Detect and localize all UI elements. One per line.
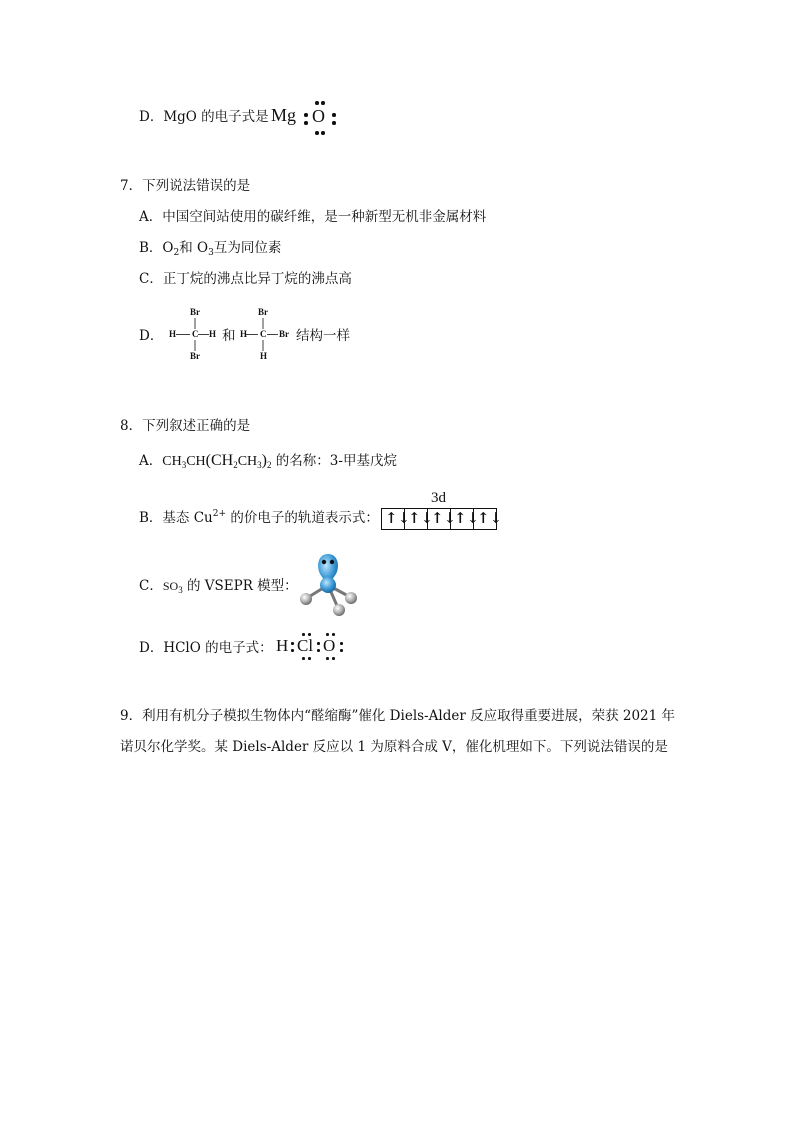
mgo-o-symbol: O xyxy=(312,106,325,126)
q6-d-text: D．MgO 的电子式是 xyxy=(139,109,269,125)
orbital-box: ↑↓ xyxy=(451,509,474,529)
orbital-box: ↑↓ xyxy=(382,509,405,529)
q9-line-1: 9．利用有机分子模拟生物体内“醛缩酶”催化 Diels-Alder 反应取得重要进展，荣获 2021 年 xyxy=(120,708,676,724)
q7-option-c: C．正丁烷的沸点比异丁烷的沸点高 xyxy=(139,271,352,287)
q8-option-d-label: D．HClO 的电子式： xyxy=(139,640,273,656)
q6-option-d xyxy=(139,108,269,126)
q7-option-a: A．中国空间站使用的碳纤维，是一种新型无机非金属材料 xyxy=(139,209,487,225)
orbital-box: ↑↓ xyxy=(405,509,428,529)
orbital-box: ↑↓ xyxy=(477,509,503,527)
q7-d-tail: 结构一样 xyxy=(296,328,350,344)
q7-d-and: 和 xyxy=(222,328,236,344)
q7-option-b: B．$O_2$和 $O_3$互为同位素 xyxy=(139,240,282,258)
orbital-3d-label: 3d xyxy=(431,490,446,506)
q8-option-c: C．$SO_3$ 的 VSEPR 模型： xyxy=(139,578,298,595)
q8-option-b: B．基态 $Cu^{2+}$ 的价电子的轨道表示式： xyxy=(139,509,379,526)
q7-stem: 7．下列说法错误的是 xyxy=(120,178,251,194)
q8-option-a: A．$CH_3CH(CH_2CH_3)_2$ 的名称：3-甲基戊烷 xyxy=(139,452,397,470)
vsepr-model-image xyxy=(296,552,361,618)
q8-stem: 8．下列叙述正确的是 xyxy=(120,418,251,434)
q9-line-2: 诺贝尔化学奖。某 Diels-Alder 反应以 1 为原料合成 V，催化机理如下。下列说法错误的是 xyxy=(120,739,668,755)
q7-option-d-label: D． xyxy=(139,328,164,344)
orbital-diagram xyxy=(381,508,503,530)
orbital-box: ↑↓ xyxy=(428,509,451,529)
mgo-mg-symbol: Mg xyxy=(271,105,297,125)
